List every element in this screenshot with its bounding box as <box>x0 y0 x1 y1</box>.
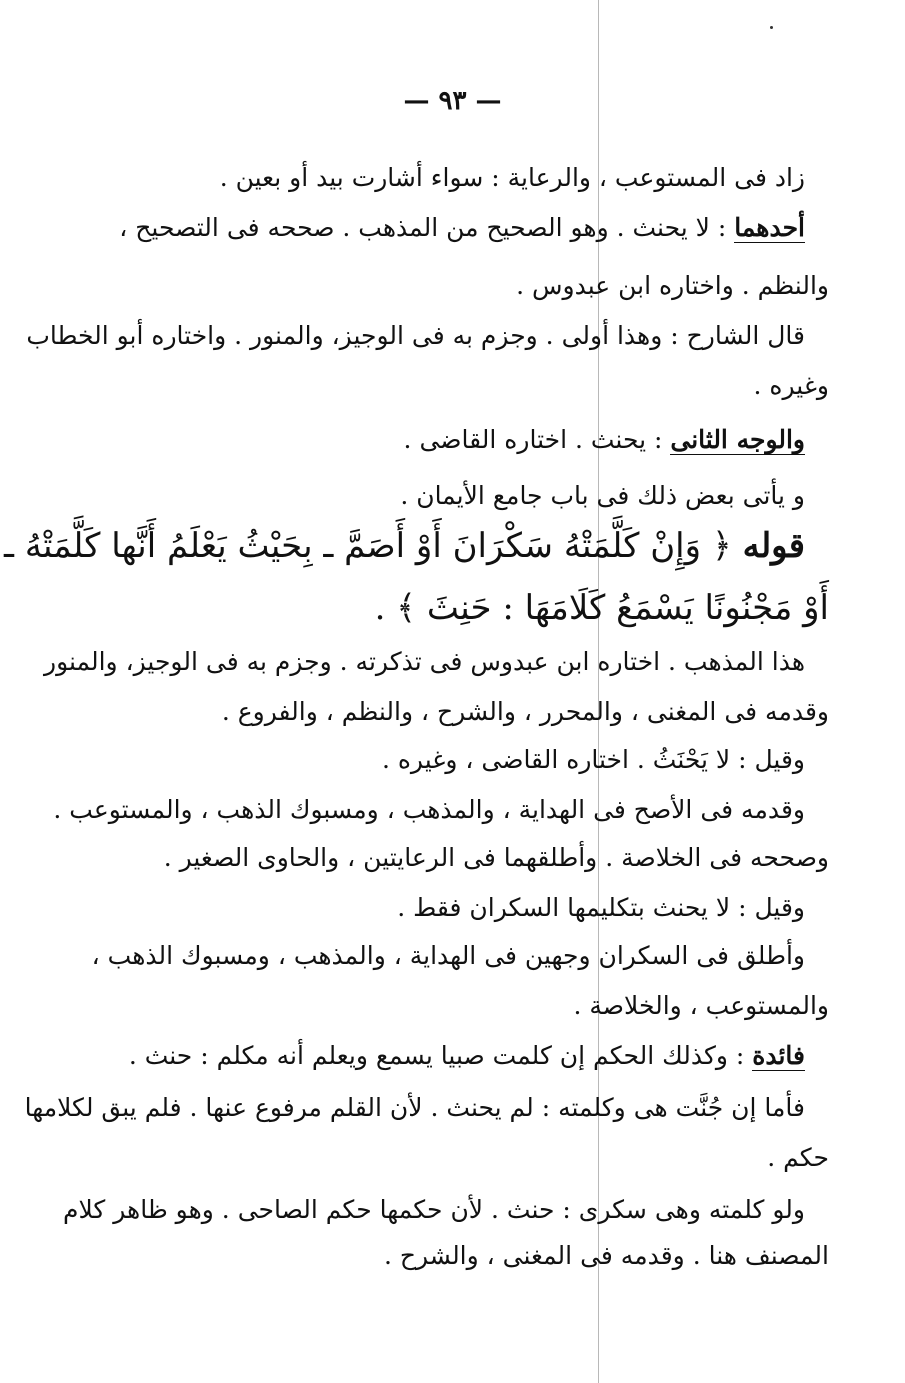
text-line-11: وقدمه فى المغنى ، والمحرر ، والشرح ، والنظم ، والفروع . <box>221 697 829 726</box>
keyword-qawluhu: قوله <box>742 526 805 566</box>
text-line-10: هذا المذهب . اختاره ابن عبدوس فى تذكرته . وجزم به فى الوجيز، والمنور <box>44 647 805 676</box>
text-line-4: قال الشارح : وهذا أولى . وجزم به فى الوجيز، والمنور . واختاره أبو الخطاب <box>26 321 805 350</box>
text-line-18: فائدة : وكذلك الحكم إن كلمت صبيا يسمع ويعلم أنه مكلم : حنث . <box>128 1041 805 1070</box>
quran-quote-line-2: أَوْ مَجْنُونًا يَسْمَعُ كَلَامَهَا : حَنِثَ ﴾ . <box>374 588 829 628</box>
text-line-6: والوجه الثانى : يحنث . اختاره القاضى . <box>403 425 805 454</box>
text-line-20: حكم . <box>767 1143 829 1172</box>
text-line-5: وغيره . <box>753 371 829 400</box>
keyword-second-view: والوجه الثانى <box>670 425 805 454</box>
ink-speck <box>770 26 773 29</box>
quran-quote-line-1: قوله ﴿ وَإِنْ كَلَّمَتْهُ سَكْرَانَ أَوْ أَصَمَّ ـ بِحَيْثُ يَعْلَمُ أَنَّها كَلَّمَتْهُ ـ <box>4 526 805 566</box>
text-line-14: وصححه فى الخلاصة . وأطلقهما فى الرعايتين ، والحاوى الصغير . <box>163 843 829 872</box>
text-line-7: و يأتى بعض ذلك فى باب جامع الأيمان . <box>400 481 805 510</box>
text-line-21: ولو كلمته وهى سكرى : حنث . لأن حكمها حكم الصاحى . وهو ظاهر كلام <box>63 1195 805 1224</box>
text-line-15: وقيل : لا يحنث بتكليمها السكران فقط . <box>397 893 805 922</box>
text-line-3: والنظم . واختاره ابن عبدوس . <box>516 271 829 300</box>
text-line-1: زاد فى المستوعب ، والرعاية : سواء أشارت بيد أو بعين . <box>219 163 805 192</box>
text-line-17: والمستوعب ، والخلاصة . <box>573 991 829 1020</box>
text-line-22: المصنف هنا . وقدمه فى المغنى ، والشرح . <box>383 1241 829 1270</box>
page-fold-line <box>598 0 599 1383</box>
text-line-16: وأطلق فى السكران وجهين فى الهداية ، والمذهب ، ومسبوك الذهب ، <box>91 941 805 970</box>
text-line-13: وقدمه فى الأصح فى الهداية ، والمذهب ، ومسبوك الذهب ، والمستوعب . <box>53 795 805 824</box>
page-number: — ٩٣ — <box>403 86 502 116</box>
text-line-2: أحدهما : لا يحنث . وهو الصحيح من المذهب . صححه فى التصحيح ، <box>119 213 805 242</box>
keyword-ahaduhuma: أحدهما <box>734 213 805 242</box>
text-line-19: فأما إن جُنَّت هى وكلمته : لم يحنث . لأن القلم مرفوع عنها . فلم يبق لكلامها <box>24 1093 805 1122</box>
text-line-12: وقيل : لا يَحْنَثُ . اختاره القاضى ، وغيره . <box>381 745 805 774</box>
keyword-faida: فائدة <box>752 1041 805 1070</box>
